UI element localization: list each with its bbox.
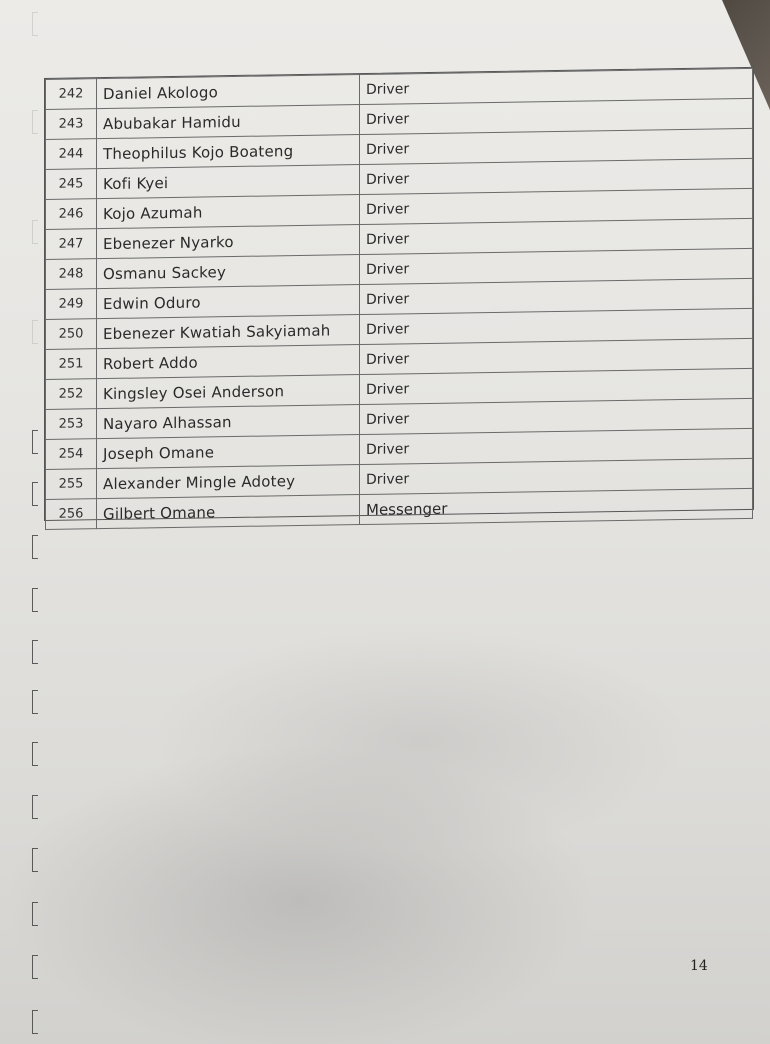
staff-name: Robert Addo	[97, 345, 360, 379]
staff-role: Driver	[360, 218, 753, 254]
staff-name: Alexander Mingle Adotey	[97, 465, 360, 499]
margin-mark	[32, 848, 38, 872]
staff-role: Driver	[360, 458, 753, 494]
row-number: 254	[46, 439, 97, 470]
staff-name: Nayaro Alhassan	[97, 405, 360, 439]
margin-mark	[32, 640, 38, 664]
row-number: 247	[46, 229, 97, 260]
staff-name: Theophilus Kojo Boateng	[97, 135, 360, 169]
staff-name: Osmanu Sackey	[97, 255, 360, 289]
staff-role: Driver	[360, 308, 753, 344]
staff-role: Driver	[360, 68, 753, 104]
staff-name: Kingsley Osei Anderson	[97, 375, 360, 409]
staff-role: Driver	[360, 98, 753, 134]
row-number: 251	[46, 349, 97, 380]
row-number: 253	[46, 409, 97, 440]
row-number: 242	[46, 79, 97, 110]
staff-role: Driver	[360, 278, 753, 314]
margin-mark	[32, 320, 38, 344]
staff-name: Abubakar Hamidu	[97, 105, 360, 139]
margin-mark	[32, 482, 38, 506]
staff-role: Driver	[360, 248, 753, 284]
row-number: 249	[46, 289, 97, 320]
margin-mark	[32, 955, 38, 979]
staff-name: Daniel Akologo	[97, 75, 360, 109]
staff-table-grid	[45, 68, 753, 530]
staff-role: Driver	[360, 428, 753, 464]
margin-mark	[32, 902, 38, 926]
row-number: 255	[46, 469, 97, 500]
staff-role: Driver	[360, 398, 753, 434]
staff-name: Kojo Azumah	[97, 195, 360, 229]
staff-name: Ebenezer Nyarko	[97, 225, 360, 259]
margin-mark	[32, 690, 38, 714]
row-number: 244	[46, 139, 97, 170]
margin-mark	[32, 110, 38, 134]
staff-role: Driver	[360, 368, 753, 404]
row-number: 246	[46, 199, 97, 230]
margin-mark	[32, 535, 38, 559]
margin-mark	[32, 1010, 38, 1034]
row-number: 252	[46, 379, 97, 410]
staff-name: Edwin Oduro	[97, 285, 360, 319]
margin-mark	[32, 220, 38, 244]
staff-table	[44, 67, 754, 521]
row-number: 256	[46, 499, 97, 530]
staff-name: Kofi Kyei	[97, 165, 360, 199]
staff-name: Ebenezer Kwatiah Sakyiamah	[97, 315, 360, 349]
staff-role: Driver	[360, 128, 753, 164]
row-number: 243	[46, 109, 97, 140]
margin-mark	[32, 430, 38, 454]
staff-role: Driver	[360, 338, 753, 374]
staff-role: Driver	[360, 158, 753, 194]
staff-role: Driver	[360, 188, 753, 224]
staff-role: Messenger	[360, 488, 753, 524]
row-number: 250	[46, 319, 97, 350]
margin-mark	[32, 742, 38, 766]
row-number: 248	[46, 259, 97, 290]
margin-mark	[32, 588, 38, 612]
page-number: 14	[690, 958, 708, 974]
row-number: 245	[46, 169, 97, 200]
margin-mark	[32, 795, 38, 819]
staff-name: Gilbert Omane	[97, 495, 360, 529]
staff-name: Joseph Omane	[97, 435, 360, 469]
margin-mark	[32, 12, 38, 36]
